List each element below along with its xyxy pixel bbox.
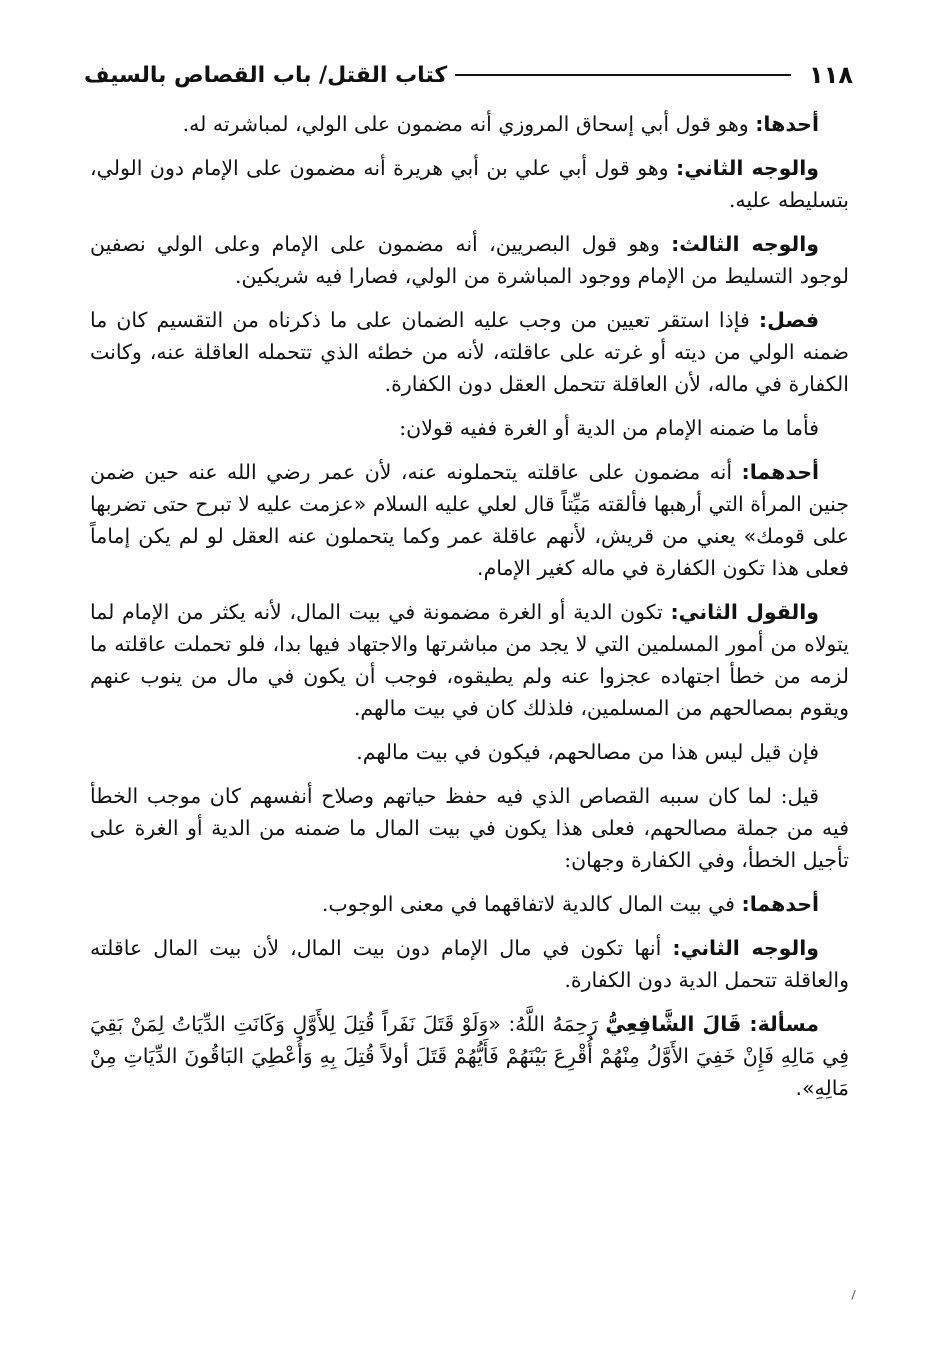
paragraph-lead: والوجه الثاني: (672, 936, 820, 960)
paragraph (90, 596, 849, 724)
paragraph (90, 228, 849, 292)
paragraph-lead: فصل: (758, 308, 819, 332)
running-title: كتاب القتل/ باب القصاص بالسيف (84, 62, 448, 88)
paragraph (90, 736, 849, 768)
paragraph-text: فأما ما ضمنه الإمام من الدية أو الغرة ففيه قولان: (399, 416, 819, 440)
paragraph-lead: والوجه الثاني: (676, 156, 819, 180)
paragraph (90, 888, 849, 920)
paragraph-text: في بيت المال كالدية لاتفاقهما في معنى الوجوب. (321, 892, 742, 916)
paragraph-lead: أحدها: (755, 112, 819, 136)
paragraph (90, 152, 849, 216)
paragraph (90, 780, 849, 876)
paragraph (90, 108, 849, 140)
paragraph-text: فإن قيل ليس هذا من مصالحهم، فيكون في بيت مالهم. (356, 740, 819, 764)
masala-paragraph (90, 1008, 849, 1104)
paragraph-lead: والقول الثاني: (670, 600, 819, 624)
paragraph-text: قيل: لما كان سببه القصاص الذي فيه حفظ حياتهم وصلاح أنفسهم كان موجب الخطأ فيه من جملة مصالحهم، فعلى هذا يكون في بيت المال ما ضمنه من الدية أو الغرة على تأجيل الخطأ، وفي الكفارة وجهان: (90, 784, 849, 872)
paragraph-text: رَحِمَهُ اللَّهُ: «وَلَوْ قَتَلَ نَفَراً قُتِلَ لِلأَوَّلِ وَكَانَتِ الدِّيَاتُ لِمَنْ بَقِيَ فِي مَالِهِ فَإِنْ خَفِيَ الأَوَّلُ مِنْهُمْ أُقْرِعَ بَيْنَهُمْ فَأَيُّهُمْ قَتَلَ أولاً قُتِلَ بِهِ وَأُعْطِيَ البَاقُونَ الدِّيَاتِ مِنْ مَالِهِ». (90, 1012, 849, 1100)
paragraph-lead: أحدهما: (741, 892, 819, 916)
paragraph (90, 456, 849, 584)
page-body (90, 108, 849, 1116)
paragraph (90, 412, 849, 444)
paragraph (90, 932, 849, 996)
page-header (84, 55, 853, 95)
paragraph-text: تكون الدية أو الغرة مضمونة في بيت المال، لأنه يكثر من الإمام لما يتولاه من أمور المسلمين التي لا يجد من مباشرتها والاجتهاد فيها بدا، فلو تحملت عاقلته ما لزمه من خطأ اجتهاده عجزوا عنه ولم يطيقوه، فوجب أن يكون في مال من ينوب عنهم ويقوم بمصالحهم من المسلمين، فلذلك كان في بيت مالهم. (90, 600, 849, 720)
paragraph-text: وهو قول أبي علي بن أبي هريرة أنه مضمون على الإمام دون الولي، بتسليطه عليه. (90, 156, 849, 212)
paragraph-text: فإذا استقر تعيين من وجب عليه الضمان على ما ذكرناه من التقسيم كان ما ضمنه الولي من ديته أو غرته على عاقلته، لأنه من خطئه الذي تتحمله العاقلة عنه، وكانت الكفارة في ماله، لأن العاقلة تتحمل العقل دون الكفارة. (90, 308, 849, 396)
paragraph-text: وهو قول أبي إسحاق المروزي أنه مضمون على الولي، لمباشرته له. (182, 112, 756, 136)
header-rule (455, 74, 791, 76)
paragraph-lead: مسألة: قَالَ الشَّافِعِيُّ (605, 1012, 819, 1036)
paragraph-text: أنه مضمون على عاقلته يتحملونه عنه، لأن عمر رضي الله عنه حين ضمن جنين المرأة التي أرهبها فألقته مَيِّتاً قال لعلي عليه السلام «عزمت عليه لا تبرح حتى تضربها على قومك» يعني من قريش، لأنهم عاقلة عمر وكما يتحملون عنه العقل لو لم يكن إماماً فعلى هذا تكون الكفارة في ماله كغير الإمام. (90, 460, 849, 580)
page-number: ١١٨ (809, 61, 853, 89)
paragraph-lead: والوجه الثالث: (671, 232, 819, 256)
paragraph (90, 304, 849, 400)
paragraph-text: أنها تكون في مال الإمام دون بيت المال، لأن بيت المال عاقلته والعاقلة تتحمل الدية دون الكفارة. (90, 936, 849, 992)
scan-mark (851, 1290, 856, 1300)
paragraph-lead: أحدهما: (741, 460, 819, 484)
paragraph-text: وهو قول البصريين، أنه مضمون على الإمام وعلى الولي نصفين لوجود التسليط من الإمام ووجود المباشرة من الولي، فصارا فيه شريكين. (90, 232, 849, 288)
